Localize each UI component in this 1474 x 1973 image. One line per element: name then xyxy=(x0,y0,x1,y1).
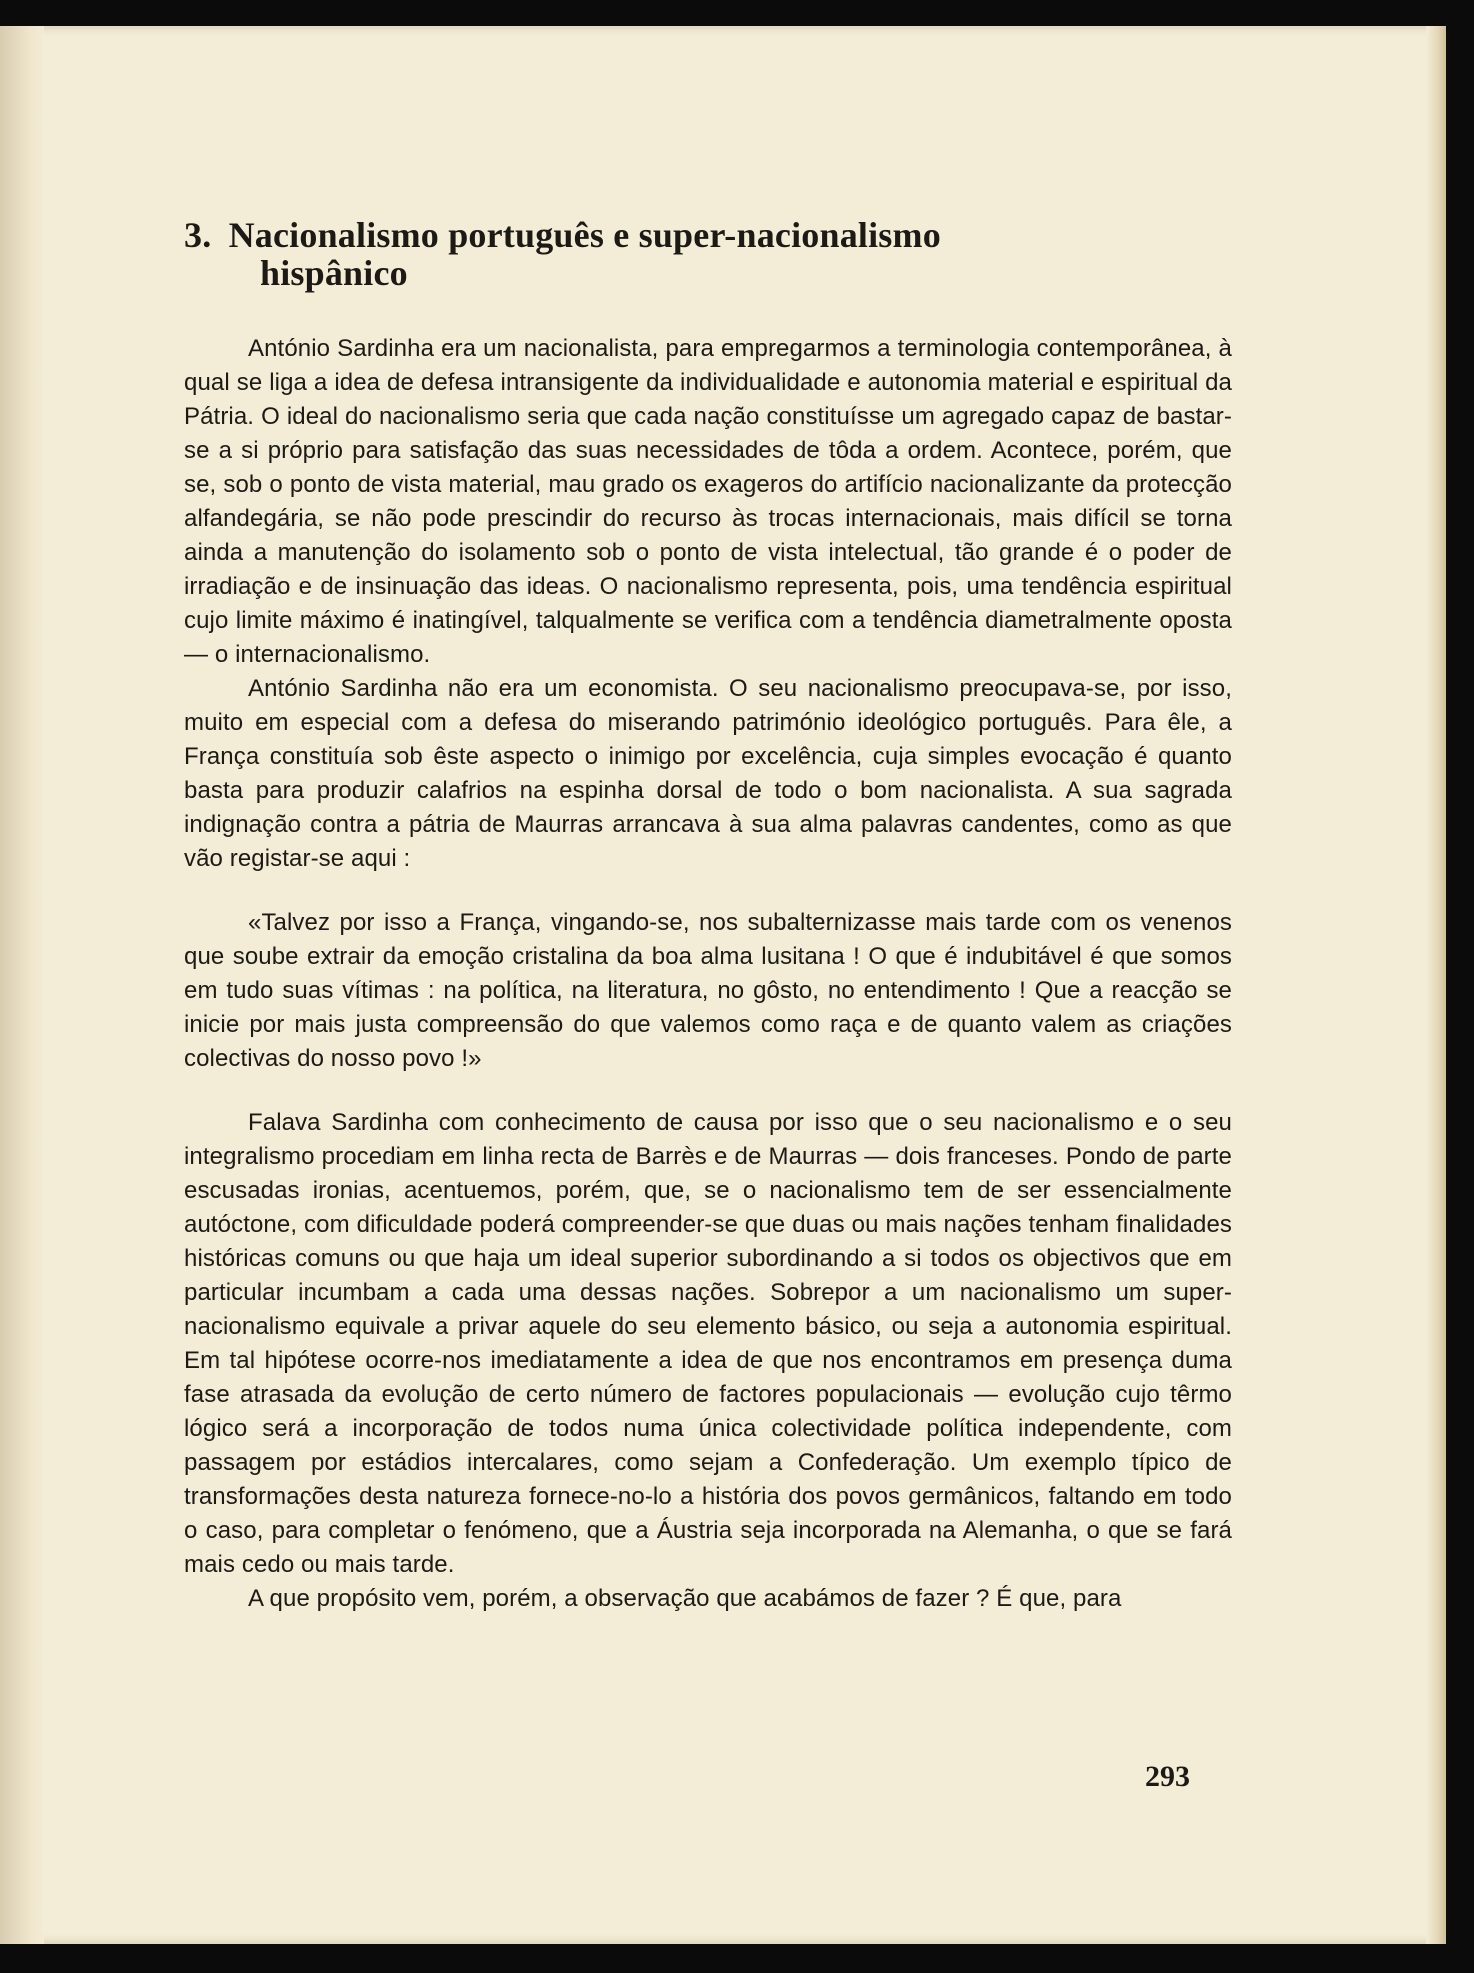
section-heading xyxy=(184,216,1232,292)
page-content xyxy=(184,216,1232,1616)
paragraph-4: A que propósito vem, porém, a observação que acabámos de fazer ? É que, para xyxy=(248,1585,1122,1612)
page-edge xyxy=(1426,26,1446,1944)
section-title-line-2: hispânico xyxy=(260,253,408,293)
paragraph-1: António Sardinha era um nacionalista, para empregarmos a terminologia contemporânea, à qual se liga a idea de defesa intransigente da individualidade e autonomia material e espiritual da Pátria. O ideal do nacionalismo seria que cada nação constituísse um agregado capaz de bastar-se a si próprio para satisfação das suas necessidades de tôda a ordem. Acontece, porém, que se, sob o ponto de vista material, mau grado os exageros do artifício nacionalizante da protecção alfandegária, se não pode prescindir do recurso às trocas internacionais, mais difícil se torna ainda a manutenção do isolamento sob o ponto de vista intelectual, tão grande é o poder de irradiação e de insinuação das ideas. O nacionalismo representa, pois, uma tendência espiritual cujo limite máximo é inatingível, talqualmente se verifica com a tendência diametralmente oposta — o internacionalismo. xyxy=(184,335,1232,668)
paragraph-3: Falava Sardinha com conhecimento de causa por isso que o seu nacionalismo e o seu integralismo procediam em linha recta de Barrès e de Maurras — dois franceses. Pondo de parte escusadas ironias, acentuemos, porém, que, se o nacionalismo tem de ser essencialmente autóctone, com dificuldade poderá compreender-se que duas ou mais nações tenham finalidades históricas comuns ou que haja um ideal superior subordinando a si todos os objectivos que em particular incumbam a cada uma dessas nações. Sobrepor a um nacionalismo um super-nacionalismo equivale a privar aquele do seu elemento básico, ou seja a autonomia espiritual. Em tal hipótese ocorre-nos imediatamente a idea de que nos encontramos em presença duma fase atrasada da evolução de certo número de factores populacionais — evolução cujo têrmo lógico será a incorporação de todos numa única colectividade política independente, com passagem por estádios intercalares, como sejam a Confederação. Um exemplo típico de transformações desta natureza fornece-no-lo a história dos povos germânicos, faltando em todo o caso, para completar o fenómeno, que a Áustria seja incorporada na Alemanha, o que se fará mais cedo ou mais tarde. xyxy=(184,1109,1232,1578)
section-title-line-1: Nacionalismo português e super-nacionalismo xyxy=(228,215,941,255)
paragraph-2: António Sardinha não era um economista. O seu nacionalismo preocupava-se, por isso, muito em especial com a defesa do miserando património ideológico português. Para êle, a França constituía sob êste aspecto o inimigo por excelência, cuja simples evocação é quanto basta para produzir calafrios na espinha dorsal de todo o bom nacionalista. A sua sagrada indignação contra a pátria de Maurras arrancava à sua alma palavras candentes, como as que vão registar-se aqui : xyxy=(184,675,1232,872)
section-number: 3. xyxy=(184,215,212,255)
page-number: 293 xyxy=(1145,1760,1190,1793)
page-gutter xyxy=(0,26,44,1944)
book-page xyxy=(0,26,1446,1944)
block-quote: «Talvez por isso a França, vingando-se, nos subalternizasse mais tarde com os venenos que soube extrair da emoção cristalina da boa alma lusitana ! O que é indubitável é que somos em tudo suas vítimas : na política, na literatura, no gôsto, no entendimento ! Que a reacção se inicie por mais justa compreensão do que valemos como raça e de quanto valem as criações colectivas do nosso povo !» xyxy=(184,909,1232,1072)
